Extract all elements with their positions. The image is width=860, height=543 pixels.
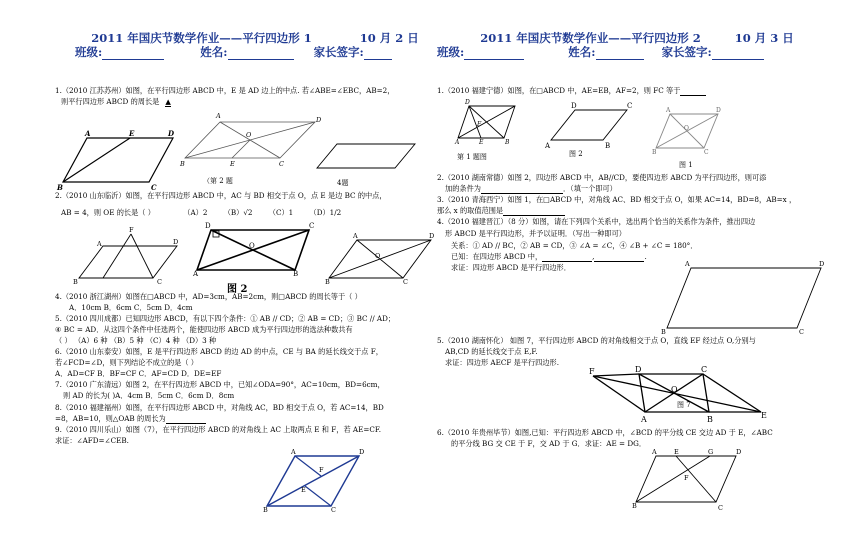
svg-text:C: C <box>157 278 162 286</box>
q7-line2: 则 AD 的长为( )A．4cm B．5cm C．6cm D．8cm <box>63 391 235 400</box>
svg-text:A: A <box>85 129 91 138</box>
rq3-answer-blank[interactable] <box>503 206 565 216</box>
left-date: 10 月 2 日 <box>359 31 419 45</box>
name-field[interactable] <box>596 48 644 60</box>
rq4-given: 已知：在四边形 ABCD 中， <box>451 252 543 261</box>
right-worksheet <box>437 0 837 543</box>
svg-text:A: A <box>641 415 647 424</box>
svg-text:O: O <box>246 131 252 139</box>
svg-text:O: O <box>249 242 255 250</box>
q6-options: A．AD=CF B．BF=CF C．AF=CD D．DE=EF <box>55 369 222 378</box>
rq3-line2 <box>437 205 565 216</box>
svg-text:C: C <box>701 365 708 374</box>
svg-text:B: B <box>707 415 713 424</box>
svg-text:C: C <box>403 278 408 286</box>
svg-text:A: A <box>193 270 199 278</box>
caption-q4: 4题 <box>337 179 349 187</box>
q5-line1: 5.（2010 四川成都）已知四边形 ABCD，有以下四个条件：① AB // CD；② AB = CD；③ BC // AD； <box>55 314 396 323</box>
class-field[interactable] <box>102 48 164 60</box>
svg-text:B: B <box>73 278 78 286</box>
rq2-line1: 2.（2010 湖南常德）如图 2，四边形 ABCD 中，AB//CD，要使四边形 ABCD 为平行四边形，则可添 <box>437 173 767 182</box>
svg-text:F: F <box>319 466 324 474</box>
q8-line1: 8.（2010 福建福州）如图，在平行四边形 ABCD 中，对角线 AC，BD 相交于点 O，若 AC=14，BD <box>55 403 384 412</box>
figure-r1b <box>652 107 722 156</box>
figure-r6 <box>632 450 742 512</box>
q8-answer-blank[interactable] <box>166 414 206 424</box>
q9-line2: 求证：∠AFD=∠CEB. <box>55 436 129 445</box>
svg-text:E: E <box>301 486 306 494</box>
q2-text: AB = 4，则 OE 的长是（ ） <box>61 208 155 217</box>
svg-text:A: A <box>666 107 671 114</box>
rq1-text: 1.（2010 福建宁德）如图，在□ABCD 中，AE=EB，AF=2，则 FC 等于 <box>437 86 681 95</box>
q6-line1: 6.（2010 山东泰安）如图，E 是平行四边形 ABCD 的边 AD 的中点，CE 与 BA 的延长线交于点 F， <box>55 347 383 356</box>
class-label: 班级: <box>75 45 103 59</box>
name-label: 姓名: <box>568 45 596 59</box>
rq2-text: 加的条件为 <box>445 184 481 193</box>
svg-text:C: C <box>151 183 157 192</box>
q6-line2: 若∠FCD=∠D，则下列结论不成立的是（ ） <box>55 358 198 367</box>
svg-text:B: B <box>263 506 268 514</box>
q7-line1: 7.（2010 广东清远）如图 2，在平行四边形 ABCD 中，已知∠ODA=90°，AC=10cm，BD=6cm， <box>55 380 385 389</box>
left-header-fields <box>75 44 475 60</box>
svg-text:B: B <box>57 183 63 192</box>
svg-text:A: A <box>353 232 358 240</box>
right-title-text: 2011 年国庆节数学作业——平行四边形 2 <box>480 31 701 45</box>
rq4-line5: 求证：四边形 ABCD 是平行四边形． <box>451 263 571 272</box>
svg-text:F: F <box>129 226 134 234</box>
rq6-line2: 的平分线 BG 交 CE 于 F，交 AD 于 G．求证：AE = DG． <box>451 439 647 448</box>
q5-options: （ ） （A）6 种 （B）5 种 （C）4 种 （D）3 种 <box>55 336 217 345</box>
rq5-line2: AB,CD 的延长线交于点 E,F. <box>445 347 538 356</box>
caption-q2: （第 2 题 <box>203 177 233 185</box>
svg-text:D: D <box>736 448 742 456</box>
svg-text:A: A <box>291 448 296 456</box>
name-field[interactable] <box>228 48 294 60</box>
svg-text:E: E <box>674 448 679 456</box>
svg-text:B: B <box>632 502 637 510</box>
svg-text:A: A <box>455 139 460 146</box>
rq2-line2 <box>445 183 617 194</box>
svg-text:D: D <box>716 107 721 114</box>
rq2-answer-blank[interactable] <box>481 184 563 194</box>
svg-text:D: D <box>173 238 179 246</box>
rq5-line3: 求证：四边形 AECF 是平行四边形. <box>445 358 560 367</box>
caption-r-fig1b: 图 1 <box>679 161 693 169</box>
q4-options: A．10cm B．6cm C．5cm D．4cm <box>69 303 193 312</box>
q4-line1: 4.（2010 浙江湖州）如图在□ABCD 中，AD=3cm，AB=2cm，则□ABCD 的周长等于（ ） <box>55 292 362 301</box>
figure-q4 <box>313 138 418 174</box>
rq4-line4: 已知：在四边形 ABCD 中， , . <box>451 252 647 261</box>
figure-q1 <box>55 128 175 190</box>
svg-text:D: D <box>819 260 825 268</box>
left-worksheet <box>55 0 455 543</box>
svg-text:C: C <box>718 504 723 512</box>
svg-text:F: F <box>477 121 482 128</box>
svg-text:C: C <box>331 506 336 514</box>
rq4-line2: 形 ABCD 是平行四边形，并予以证明．（写出一种即可） <box>445 229 626 238</box>
figure-r1 <box>455 99 517 146</box>
rq3-text: 那么 x 的取值范围是 <box>437 206 504 215</box>
q5-line2: ④ BC = AD．从这四个条件中任选两个，能使四边形 ABCD 成为平行四边形的选法种数共有 <box>55 325 353 334</box>
name-label: 姓名: <box>200 45 228 59</box>
rq1-line <box>437 85 706 96</box>
rq4-line1: 4.（2010 福建晋江）（8 分）如图，请在下列四个关系中，选出两个恰当的关系作为条件，推出四边 <box>437 217 756 226</box>
svg-text:E: E <box>479 139 484 146</box>
figure-r7 <box>589 365 769 428</box>
svg-text:C: C <box>799 328 804 336</box>
sign-field[interactable] <box>712 48 764 60</box>
svg-text:C: C <box>704 149 709 156</box>
q2-option-a[interactable]: （A）2 <box>183 208 208 217</box>
rq6-line1: 6.（2010 年贵州毕节）如图,已知：平行四边形 ABCD 中，∠BCD 的平分线 CE 交边 AD 于 E，∠ABC <box>437 428 773 437</box>
svg-text:B: B <box>505 139 510 146</box>
left-title-text: 2011 年国庆节数学作业——平行四边形 1 <box>91 31 312 45</box>
svg-text:B: B <box>605 142 611 150</box>
svg-text:F: F <box>684 474 689 482</box>
svg-text:B: B <box>661 328 666 336</box>
rq5-line1: 5.（2010 湖南怀化） 如图 7，平行四边形 ABCD 的对角线相交于点 O，直线 EF 经过点 O,分别与 <box>437 336 756 345</box>
q1-answer: ▲ <box>165 97 171 106</box>
figure-q9 <box>263 450 363 512</box>
figure-r4 <box>659 262 829 334</box>
svg-text:D: D <box>571 102 577 110</box>
caption-r-fig2: 图 2 <box>569 150 583 158</box>
figure-r2 <box>545 102 633 150</box>
q1-text: 则平行四边形 ABCD 的周长是 <box>61 97 160 106</box>
svg-text:A: A <box>652 448 657 456</box>
class-label: 班级: <box>437 45 465 59</box>
svg-text:E: E <box>129 129 135 138</box>
svg-text:E: E <box>230 160 235 168</box>
svg-text:D: D <box>359 448 365 456</box>
svg-text:D: D <box>316 116 322 124</box>
svg-text:A: A <box>545 142 551 150</box>
svg-text:B: B <box>180 160 185 168</box>
rq4-blank-1[interactable] <box>542 252 592 262</box>
figure-q2 <box>180 112 322 170</box>
svg-text:A: A <box>685 260 690 268</box>
svg-text:G: G <box>708 448 714 456</box>
svg-text:D: D <box>465 99 470 106</box>
right-header-fields <box>437 44 837 60</box>
rq3-line1: 3.（2010 青海西宁）如图 1，在□ABCD 中，对角线 AC、BD 相交于点 O，如果 AC=14，BD=8，AB=x ， <box>437 195 797 204</box>
q1-line2 <box>61 96 171 107</box>
svg-text:D: D <box>429 232 435 240</box>
q2-line1: 2.（2010 山东临沂）如图，在平行四边形 ABCD 中，AC 与 BD 相交于点 O，点 E 是边 BC 的中点， <box>55 191 387 200</box>
svg-text:O: O <box>684 125 689 132</box>
svg-text:B: B <box>652 149 657 156</box>
q2-option-b[interactable]: （B）√2 <box>223 208 253 217</box>
svg-text:C: C <box>309 222 315 230</box>
figure-2 <box>193 222 315 278</box>
rq4-blank-2[interactable] <box>594 252 644 262</box>
sign-field[interactable] <box>364 48 392 60</box>
svg-text:C: C <box>279 160 284 168</box>
rq4-line3: 关系：① AD // BC，② AB = CD，③ ∠A = ∠C，④ ∠B + ∠C = 180°． <box>451 241 698 250</box>
svg-text:B: B <box>325 278 330 286</box>
svg-text:C: C <box>627 102 633 110</box>
svg-text:D: D <box>635 365 642 374</box>
svg-text:A: A <box>216 112 221 120</box>
q2-line2 <box>61 207 341 218</box>
svg-text:A: A <box>97 240 102 248</box>
q8-text: =8，AB=10，则△OAB 的周长为 <box>55 414 166 423</box>
svg-text:D: D <box>205 222 211 230</box>
rq1-answer-blank[interactable] <box>680 86 706 96</box>
sign-label: 家长签字: <box>313 45 364 59</box>
q2-option-d[interactable]: （D）1/2 <box>309 208 342 217</box>
svg-text:O: O <box>375 252 381 260</box>
svg-text:F: F <box>589 367 595 376</box>
caption-fig2: 图 2 <box>227 284 248 295</box>
right-date: 10 月 3 日 <box>734 31 794 45</box>
figure-q6 <box>73 226 183 286</box>
q9-line1: 9.（2010 四川乐山）如图（7），在平行四边形 ABCD 的对角线上 AC 上取两点 E 和 F，若 AE=CF. <box>55 425 382 434</box>
class-field[interactable] <box>464 48 524 60</box>
rq2-note: ．（填一个即可） <box>562 184 617 193</box>
svg-text:O: O <box>671 385 678 394</box>
svg-text:E: E <box>761 411 767 420</box>
q1-line1: 1.（2010 江苏苏州）如图，在平行四边形 ABCD 中，E 是 AD 边上的中点. 若∠ABE=∠EBC，AB=2， <box>55 86 395 95</box>
figure-q8 <box>325 232 435 284</box>
q2-option-c[interactable]: （C）1 <box>268 208 294 217</box>
svg-text:B: B <box>293 270 299 278</box>
svg-text:D: D <box>168 129 175 138</box>
sign-label: 家长签字: <box>661 45 712 59</box>
q8-line2 <box>55 413 206 424</box>
caption-r-fig7: 图 7 <box>677 401 691 409</box>
caption-r-fig1a: 第 1 题图 <box>457 153 487 161</box>
